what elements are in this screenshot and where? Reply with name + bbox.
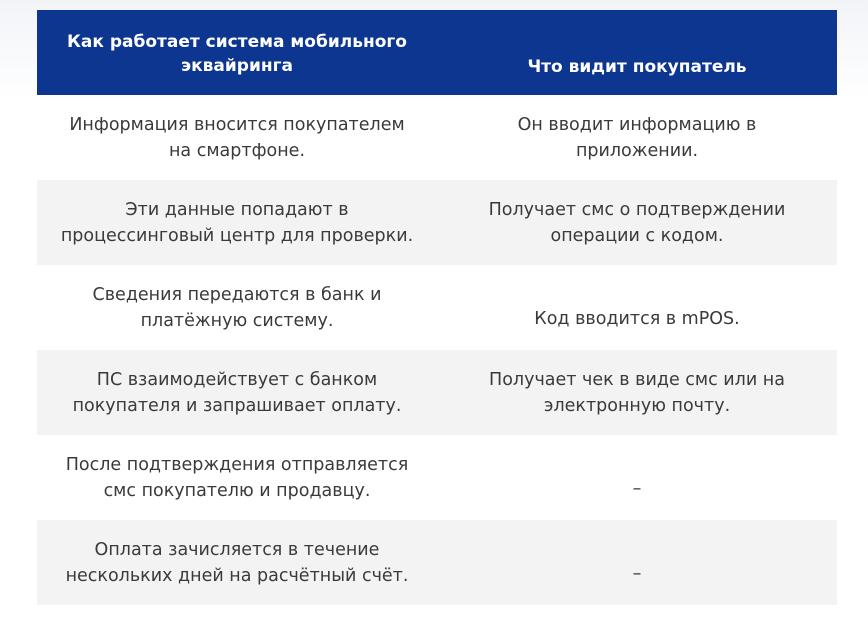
table-cell: Эти данные попадают в процессинговый центр для проверки. bbox=[60, 199, 414, 246]
table-header-row bbox=[37, 10, 837, 95]
table-cell: Сведения передаются в банк и платёжную систему. bbox=[92, 284, 382, 331]
table-cell: Получает чек в виде смс или на электронную почту. bbox=[489, 369, 785, 416]
header-cell-what-buyer-sees: Что видит покупатель bbox=[527, 57, 747, 77]
header-cell-how-it-works: Как работает система мобильного эквайринга bbox=[67, 32, 407, 76]
table-cell: – bbox=[632, 564, 642, 584]
table-cell: Оплата зачисляется в течение нескольких дней на расчётный счёт. bbox=[65, 539, 409, 586]
table-row bbox=[37, 95, 837, 180]
table-row bbox=[37, 180, 837, 265]
table-cell: Он вводит информацию в приложении. bbox=[517, 114, 757, 161]
table-cell: Код вводится в mPOS. bbox=[534, 309, 740, 329]
table-row bbox=[37, 265, 837, 350]
table-row bbox=[37, 520, 837, 605]
table-row bbox=[37, 435, 837, 520]
comparison-table bbox=[37, 10, 837, 605]
table-row bbox=[37, 350, 837, 435]
table-cell: – bbox=[632, 479, 642, 499]
table-cell: ПС взаимодействует с банком покупателя и запрашивает оплату. bbox=[72, 369, 402, 416]
table-cell: После подтверждения отправляется смс покупателю и продавцу. bbox=[65, 454, 409, 501]
table-cell: Получает смс о подтверждении операции с кодом. bbox=[488, 199, 786, 246]
table-cell: Информация вносится покупателем на смартфоне. bbox=[69, 114, 405, 161]
